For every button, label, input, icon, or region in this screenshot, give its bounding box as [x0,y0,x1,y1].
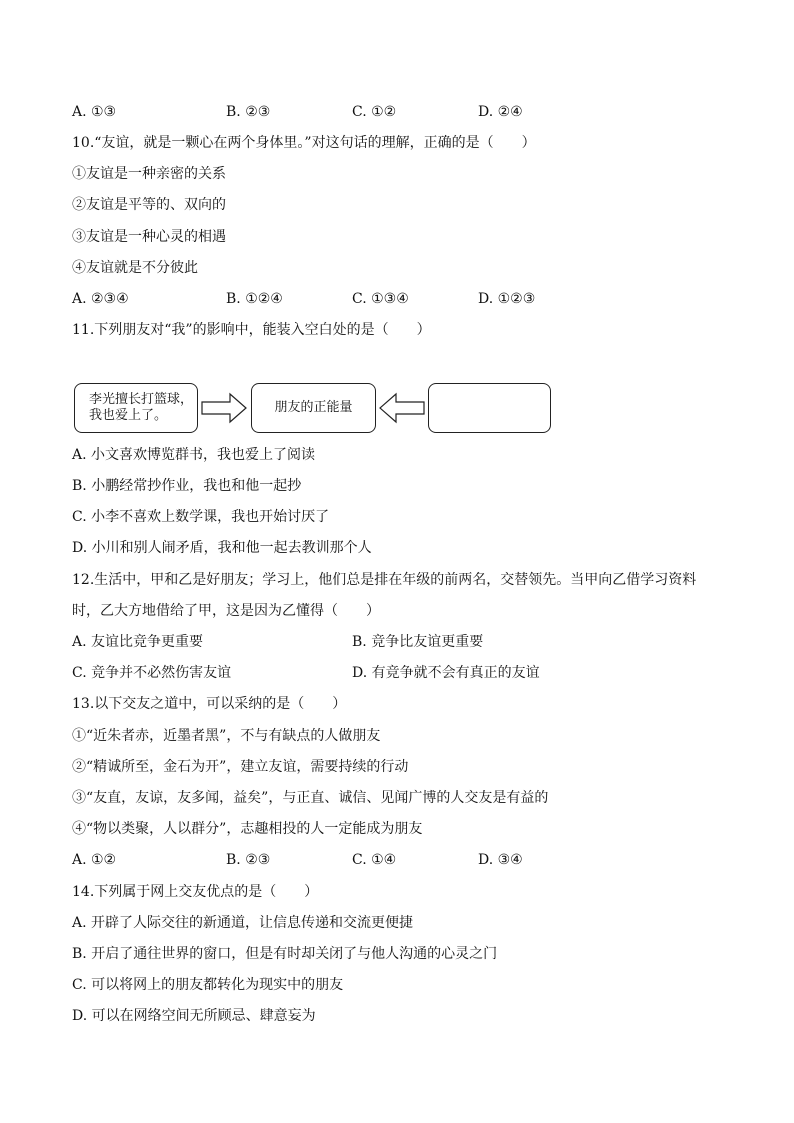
q14-option-a: A. 开辟了人际交往的新通道，让信息传递和交流更便捷 [72,915,414,931]
q11-option-c: C. 小李不喜欢上数学课，我也开始讨厌了 [72,509,330,525]
q9-option-c: C. ①② [352,104,397,120]
diagram-left-box-line1: 李光擅长打篮球， [89,392,194,407]
q14-option-c: C. 可以将网上的朋友都转化为现实中的朋友 [72,977,344,993]
q10-option-c: C. ①③④ [352,291,409,307]
q12-option-d: D. 有竞争就不会有真正的友谊 [352,665,540,681]
left-arrow-icon [380,394,424,422]
q12-stem-line2: 时，乙大方地借给了甲，这是因为乙懂得（ ） [72,603,380,619]
q13-option-d: D. ③④ [478,852,523,868]
q13-option-a: A. ①② [72,852,117,868]
q11-stem: 11.下列朋友对“我”的影响中，能装入空白处的是（ ） [72,322,431,338]
q10-stem: 10.“友谊，就是一颗心在两个身体里。”对这句话的理解，正确的是（ ） [72,135,536,151]
q12-option-a: A. 友谊比竞争更重要 [72,634,204,650]
q13-statement-1: ①“近朱者赤，近墨者黑”，不与有缺点的人做朋友 [72,728,381,744]
diagram-left-box-line2: 我也爱上了。 [89,408,168,423]
q14-option-d: D. 可以在网络空间无所顾忌、肆意妄为 [72,1008,316,1024]
q13-statement-3: ③“友直，友谅，友多闻，益矣”，与正直、诚信、见闻广博的人交友是有益的 [72,790,549,806]
q10-option-a: A. ②③④ [72,291,129,307]
q13-stem: 13.以下交友之道中，可以采纳的是（ ） [72,696,347,712]
q10-option-b: B. ①②④ [226,291,283,307]
q10-statement-4: ④友谊就是不分彼此 [72,260,198,276]
right-arrow-icon [202,394,246,422]
diagram-center-box-label: 朋友的正能量 [274,400,353,415]
q11-option-b: B. 小鹏经常抄作业，我也和他一起抄 [72,478,302,494]
q12-option-c: C. 竞争并不必然伤害友谊 [72,665,232,681]
q10-option-d: D. ①②③ [478,291,536,307]
q10-statement-3: ③友谊是一种心灵的相遇 [72,229,226,245]
q9-option-d: D. ②④ [478,104,523,120]
q13-statement-4: ④“物以类聚，人以群分”，志趣相投的人一定能成为朋友 [72,821,423,837]
q10-statement-1: ①友谊是一种亲密的关系 [72,166,226,182]
q11-option-a: A. 小文喜欢博览群书，我也爱上了阅读 [72,447,316,463]
q13-statement-2: ②“精诚所至，金石为开”，建立友谊，需要持续的行动 [72,759,409,775]
q14-stem: 14.下列属于网上交友优点的是（ ） [72,884,319,900]
q12-stem-line1: 12.生活中，甲和乙是好朋友；学习上，他们总是排在年级的前两名，交替领先。当甲向乙借学习资料 [72,572,697,588]
q13-option-b: B. ②③ [226,852,271,868]
q9-option-a: A. ①③ [72,104,117,120]
q14-option-b: B. 开启了通往世界的窗口，但是有时却关闭了与他人沟通的心灵之门 [72,946,498,962]
q11-option-d: D. 小川和别人闹矛盾，我和他一起去教训那个人 [72,540,372,556]
q10-statement-2: ②友谊是平等的、双向的 [72,197,226,213]
q12-option-b: B. 竞争比友谊更重要 [352,634,484,650]
q13-option-c: C. ①④ [352,852,397,868]
q9-option-b: B. ②③ [226,104,271,120]
